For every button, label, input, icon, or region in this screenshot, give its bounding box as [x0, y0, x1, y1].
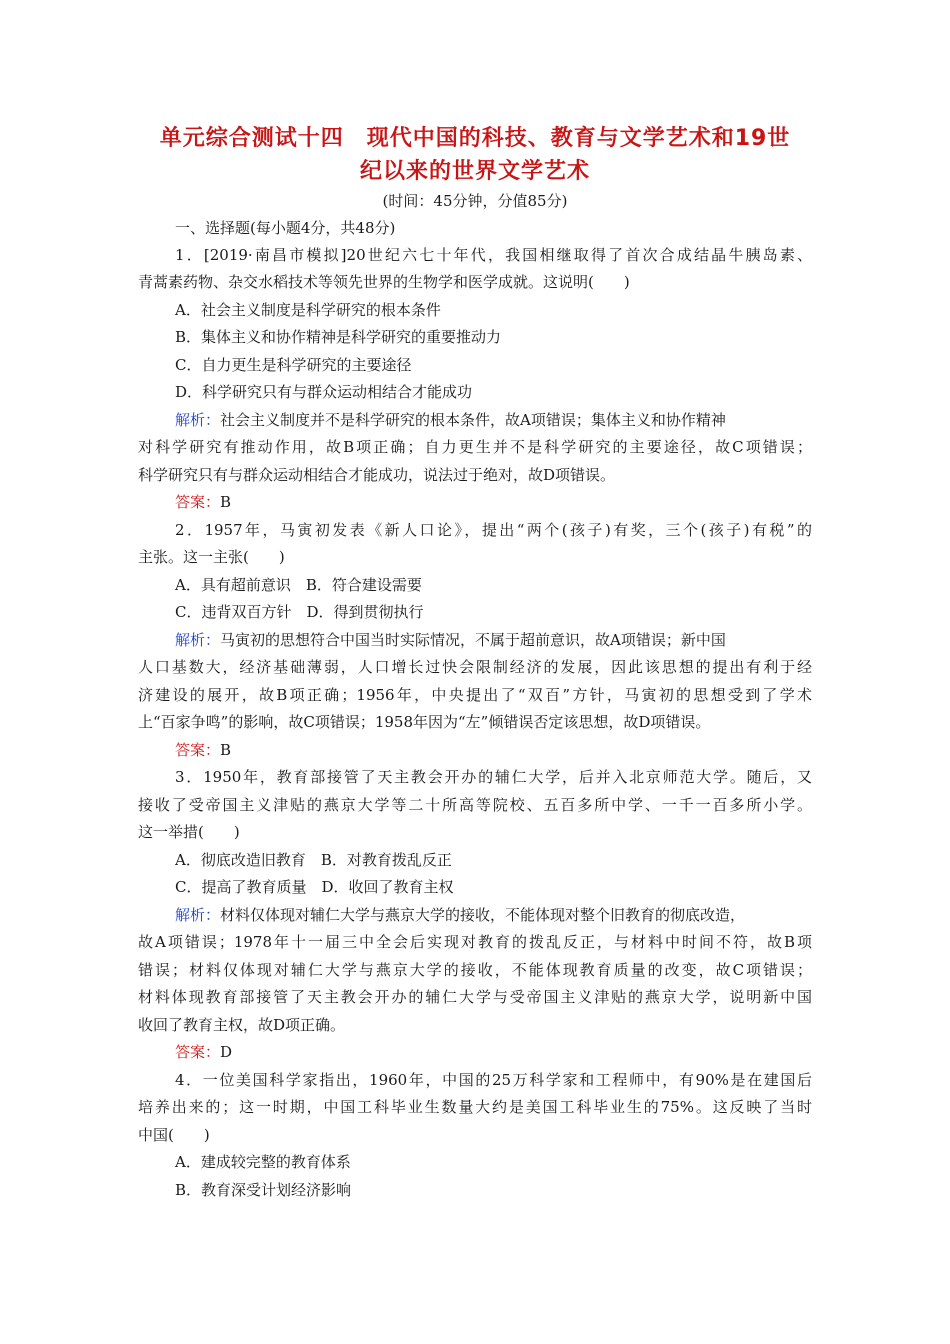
q3-analysis-line-2: 故A项错误；1978年十一届三中全会后实现对教育的拨乱反正，与材料中时间不符，故B项	[138, 933, 812, 951]
q2-analysis-text: 马寅初的思想符合中国当时实际情况，不属于超前意识，故A项错误；新中国	[220, 631, 726, 649]
q4-stem-line-1: 4．一位美国科学家指出，1960年，中国的25万科学家和工程师中，有90%是在建国后	[175, 1071, 812, 1089]
q1-answer	[138, 492, 812, 512]
q2-answer-value: B	[220, 741, 232, 759]
q2-stem-line-1: 2．1957年，马寅初发表《新人口论》，提出“两个(孩子)有奖，三个(孩子)有税”的	[175, 521, 812, 539]
q1-answer-value: B	[220, 493, 232, 511]
q3-answer-value: D	[220, 1043, 233, 1061]
q1-analysis-line-3: 科学研究只有与群众运动相结合才能成功，说法过于绝对，故D项错误。	[138, 466, 616, 484]
q2-stem-line-2: 主张。这一主张( )	[138, 548, 285, 566]
q2-answer	[138, 740, 812, 760]
q1-stem-line-1: 1．[2019·南昌市模拟]20世纪六七十年代，我国相继取得了首次合成结晶牛胰岛素、	[175, 246, 812, 264]
q3-answer-label: 答案：	[175, 1043, 221, 1061]
q2-analysis-line-1	[138, 630, 812, 650]
q3-answer	[138, 1042, 812, 1062]
q1-option-a: A．社会主义制度是科学研究的根本条件	[175, 301, 441, 319]
q3-stem-line-2: 接收了受帝国主义津贴的燕京大学等二十所高等院校、五百多所中学、一千一百多所小学。	[138, 796, 812, 814]
q3-analysis-label: 解析：	[175, 906, 221, 924]
q1-option-c: C．自力更生是科学研究的主要途径	[175, 356, 412, 374]
q1-analysis-line-1	[138, 410, 812, 430]
q3-analysis-line-1	[138, 905, 812, 925]
q1-stem-line-2: 青蒿素药物、杂交水稻技术等领先世界的生物学和医学成就。这说明( )	[138, 273, 630, 291]
q3-analysis-line-3: 错误；材料仅体现对辅仁大学与燕京大学的接收，不能体现教育质量的改变，故C项错误；	[138, 961, 812, 979]
section-heading: 一、选择题(每小题4分，共48分)	[175, 219, 396, 237]
q3-analysis-line-5: 收回了教育主权，故D项正确。	[138, 1016, 346, 1034]
page-title-line-2: 纪以来的世界文学艺术	[359, 159, 590, 184]
q3-options-row-2: C．提高了教育质量 D．收回了教育主权	[175, 878, 454, 896]
q1-analysis-text: 社会主义制度并不是科学研究的根本条件，故A项错误；集体主义和协作精神	[220, 411, 726, 429]
q2-options-row-2: C．违背双百方针 D．得到贯彻执行	[175, 603, 424, 621]
page-title-line-1: 单元综合测试十四 现代中国的科技、教育与文学艺术和19世	[159, 126, 791, 151]
q2-options-row-1: A．具有超前意识 B．符合建设需要	[175, 576, 422, 594]
q2-analysis-line-2: 人口基数大，经济基础薄弱，人口增长过快会限制经济的发展，因此该思想的提出有利于经	[138, 658, 812, 676]
q3-analysis-line-4: 材料体现教育部接管了天主教会开办的辅仁大学与受帝国主义津贴的燕京大学，说明新中国	[138, 988, 812, 1006]
q3-stem-line-3: 这一举措( )	[138, 823, 240, 841]
q4-stem-line-2: 培养出来的；这一时期，中国工科毕业生数量大约是美国工科毕业生的75%。这反映了当时	[138, 1098, 812, 1116]
q2-answer-label: 答案：	[175, 741, 221, 759]
q1-analysis-label: 解析：	[175, 411, 221, 429]
q3-options-row-1: A．彻底改造旧教育 B．对教育拨乱反正	[175, 851, 452, 869]
q1-option-d: D．科学研究只有与群众运动相结合才能成功	[175, 383, 473, 401]
time-and-score: (时间：45分钟，分值85分)	[382, 192, 568, 210]
q1-answer-label: 答案：	[175, 493, 221, 511]
q1-analysis-line-2: 对科学研究有推动作用，故B项正确；自力更生并不是科学研究的主要途径，故C项错误；	[138, 438, 812, 456]
q3-analysis-text: 材料仅体现对辅仁大学与燕京大学的接收，不能体现对整个旧教育的彻底改造，	[220, 906, 746, 924]
q2-analysis-label: 解析：	[175, 631, 221, 649]
q4-stem-line-3: 中国( )	[138, 1126, 210, 1144]
q3-stem-line-1: 3．1950年，教育部接管了天主教会开办的辅仁大学，后并入北京师范大学。随后，又	[175, 768, 812, 786]
q4-option-a: A．建成较完整的教育体系	[175, 1153, 351, 1171]
q1-option-b: B．集体主义和协作精神是科学研究的重要推动力	[175, 328, 502, 346]
q4-option-b: B．教育深受计划经济影响	[175, 1181, 352, 1199]
q2-analysis-line-3: 济建设的展开，故B项正确；1956年，中央提出了“双百”方针，马寅初的思想受到了学术	[138, 686, 812, 704]
q2-analysis-line-4: 上“百家争鸣”的影响，故C项错误；1958年因为“左”倾错误否定该思想，故D项错误。	[138, 713, 711, 731]
